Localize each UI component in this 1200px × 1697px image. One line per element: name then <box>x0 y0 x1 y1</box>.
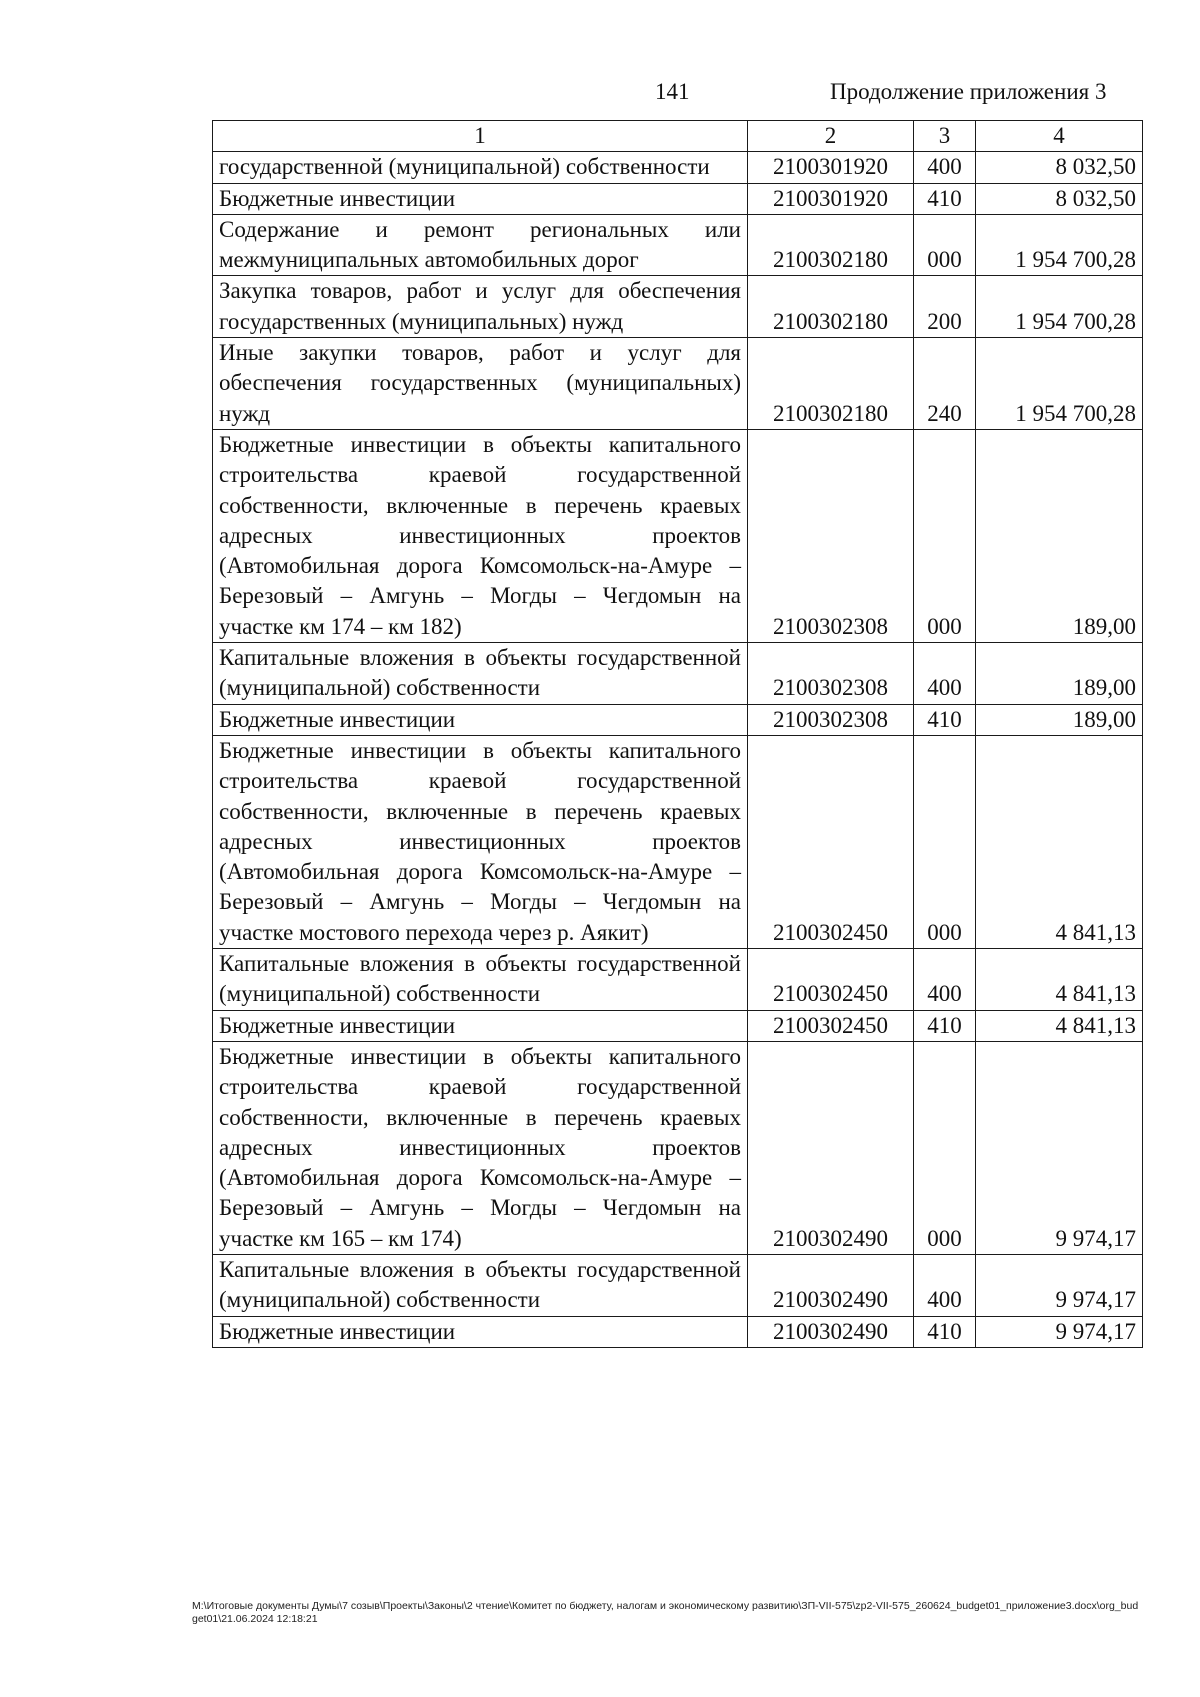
row-vr: 000 <box>914 735 976 948</box>
row-sum: 8 032,50 <box>976 152 1143 183</box>
row-sum: 9 974,17 <box>976 1316 1143 1347</box>
row-vr: 400 <box>914 643 976 705</box>
row-code: 2100301920 <box>748 183 914 214</box>
budget-table <box>212 120 1143 1348</box>
row-name: Капитальные вложения в объекты государственной (муниципальной) собственности <box>213 643 748 705</box>
table-header-row <box>213 121 1143 152</box>
row-code: 2100302490 <box>748 1254 914 1316</box>
row-sum: 4 841,13 <box>976 1010 1143 1041</box>
table-row <box>213 429 1143 642</box>
row-code: 2100302308 <box>748 704 914 735</box>
row-code: 2100302450 <box>748 949 914 1011</box>
row-code: 2100302180 <box>748 276 914 338</box>
row-name: Бюджетные инвестиции <box>213 183 748 214</box>
row-code: 2100302308 <box>748 643 914 705</box>
row-code: 2100302450 <box>748 735 914 948</box>
row-vr: 000 <box>914 429 976 642</box>
row-sum: 189,00 <box>976 704 1143 735</box>
row-vr: 410 <box>914 704 976 735</box>
row-name: Бюджетные инвестиции <box>213 1010 748 1041</box>
table-row <box>213 214 1143 276</box>
row-vr: 400 <box>914 152 976 183</box>
row-name: Бюджетные инвестиции в объекты капитального строительства краевой государственной собственности, включенные в перечень краевых адресных инвестиционных проектов (Автомобильная дорога Комсомольск-на-Амуре – Березовый – Амгунь – Могды – Чегдомын на участке км 165 – км 174) <box>213 1041 748 1254</box>
row-code: 2100302308 <box>748 429 914 642</box>
column-header-vr: 3 <box>914 121 976 152</box>
row-code: 2100301920 <box>748 152 914 183</box>
row-name: Бюджетные инвестиции в объекты капитального строительства краевой государственной собственности, включенные в перечень краевых адресных инвестиционных проектов (Автомобильная дорога Комсомольск-на-Амуре – Березовый – Амгунь – Могды – Чегдомын на участке мостового перехода через р. Аякит) <box>213 735 748 948</box>
table-row <box>213 704 1143 735</box>
row-name: Бюджетные инвестиции в объекты капитального строительства краевой государственной собственности, включенные в перечень краевых адресных инвестиционных проектов (Автомобильная дорога Комсомольск-на-Амуре – Березовый – Амгунь – Могды – Чегдомын на участке км 174 – км 182) <box>213 429 748 642</box>
continuation-heading: Продолжение приложения 3 <box>830 79 1107 104</box>
row-code: 2100302450 <box>748 1010 914 1041</box>
row-sum: 189,00 <box>976 643 1143 705</box>
row-name: Капитальные вложения в объекты государственной (муниципальной) собственности <box>213 949 748 1011</box>
row-sum: 1 954 700,28 <box>976 214 1143 276</box>
row-sum: 4 841,13 <box>976 735 1143 948</box>
row-code: 2100302180 <box>748 338 914 430</box>
row-vr: 240 <box>914 338 976 430</box>
column-header-name: 1 <box>213 121 748 152</box>
document-path-footer: M:\Итоговые документы Думы\7 созыв\Проекты\Законы\2 чтение\Комитет по бюджету, налогам и экономическому развитию\ЗП-VII-575\zp2-VII-575_260624_budget01_приложение3.docx\org_budget01\21.06.2024 12:18:21 <box>192 1600 1139 1625</box>
row-vr: 400 <box>914 949 976 1011</box>
row-sum: 1 954 700,28 <box>976 276 1143 338</box>
table-row <box>213 338 1143 430</box>
row-code: 2100302180 <box>748 214 914 276</box>
table-row <box>213 643 1143 705</box>
table-row <box>213 152 1143 183</box>
table-row <box>213 1316 1143 1347</box>
table-row <box>213 1254 1143 1316</box>
row-sum: 4 841,13 <box>976 949 1143 1011</box>
table-row <box>213 276 1143 338</box>
row-sum: 9 974,17 <box>976 1254 1143 1316</box>
row-vr: 200 <box>914 276 976 338</box>
row-vr: 410 <box>914 183 976 214</box>
page-number: 141 <box>655 79 690 104</box>
row-vr: 410 <box>914 1010 976 1041</box>
row-name: Иные закупки товаров, работ и услуг для обеспечения государственных (муниципальных) нужд <box>213 338 748 430</box>
row-name: Бюджетные инвестиции <box>213 704 748 735</box>
row-name: Содержание и ремонт региональных или межмуниципальных автомобильных дорог <box>213 214 748 276</box>
row-vr: 000 <box>914 214 976 276</box>
row-code: 2100302490 <box>748 1041 914 1254</box>
row-name: Капитальные вложения в объекты государственной (муниципальной) собственности <box>213 1254 748 1316</box>
row-name: Закупка товаров, работ и услуг для обеспечения государственных (муниципальных) нужд <box>213 276 748 338</box>
table-row <box>213 1041 1143 1254</box>
row-sum: 8 032,50 <box>976 183 1143 214</box>
row-vr: 400 <box>914 1254 976 1316</box>
row-sum: 189,00 <box>976 429 1143 642</box>
table-row <box>213 183 1143 214</box>
row-vr: 410 <box>914 1316 976 1347</box>
row-name: государственной (муниципальной) собственности <box>213 152 748 183</box>
table-row <box>213 949 1143 1011</box>
column-header-code: 2 <box>748 121 914 152</box>
table-row <box>213 1010 1143 1041</box>
column-header-sum: 4 <box>976 121 1143 152</box>
row-name: Бюджетные инвестиции <box>213 1316 748 1347</box>
row-sum: 9 974,17 <box>976 1041 1143 1254</box>
row-code: 2100302490 <box>748 1316 914 1347</box>
row-sum: 1 954 700,28 <box>976 338 1143 430</box>
table-row <box>213 735 1143 948</box>
row-vr: 000 <box>914 1041 976 1254</box>
